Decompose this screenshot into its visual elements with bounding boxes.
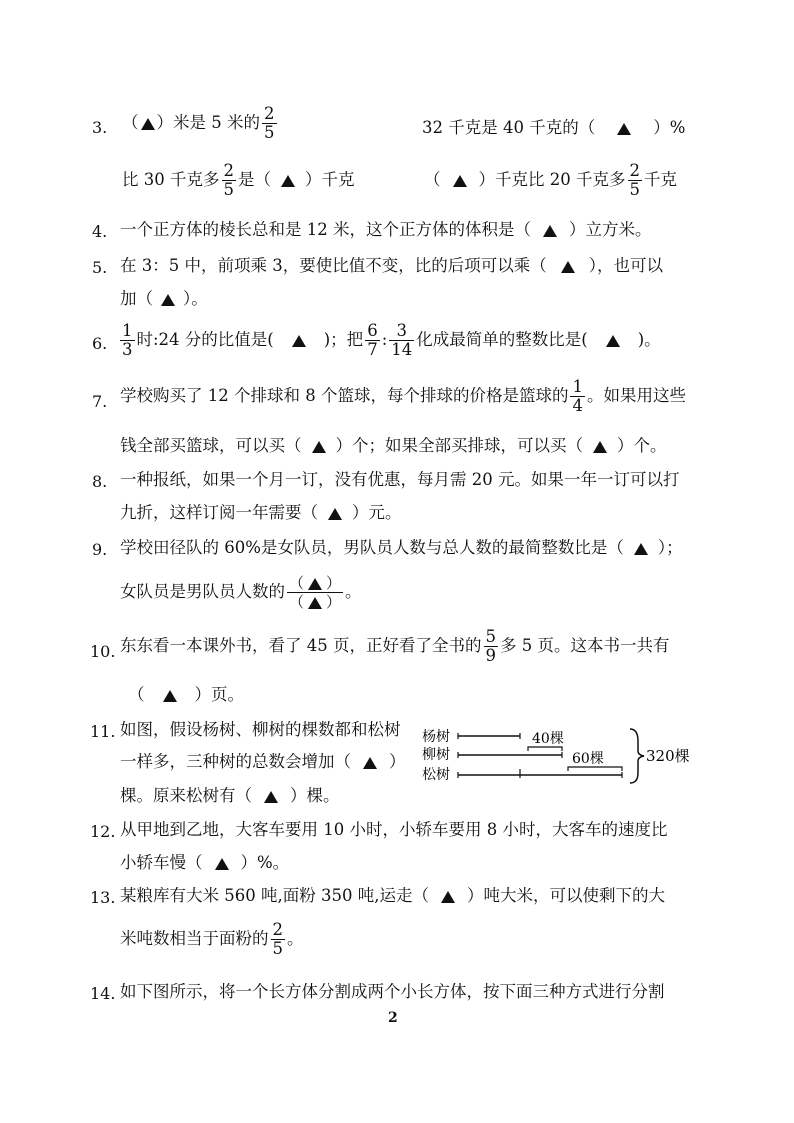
text: ） (326, 574, 342, 592)
text: ）棵。 (290, 786, 340, 805)
text: )；把 (323, 330, 364, 349)
tree-count-diagram (422, 725, 722, 787)
text: （ (128, 685, 145, 704)
fraction (570, 378, 585, 415)
q14-line-1: 如下图所示，将一个长方体分割成两个小长方体，按下面三种方式进行分割 (120, 982, 665, 1001)
denominator: 4 (572, 396, 583, 415)
text: 32 千克是 40 千克的（ (422, 118, 596, 137)
fraction (262, 105, 277, 142)
text: ），也可以 (588, 256, 663, 275)
label-40: 40棵 (532, 731, 564, 747)
text: ） (389, 752, 406, 771)
blank-triangle-icon (453, 175, 467, 187)
numerator: 2 (272, 920, 283, 939)
numerator (287, 574, 343, 593)
blank-triangle-icon (308, 597, 322, 609)
text: 女队员是男队员人数的 (120, 582, 285, 601)
blank-triangle-icon (561, 261, 575, 273)
q8-number: 8. (92, 472, 108, 491)
blank-triangle-icon (161, 294, 175, 306)
text: （ (289, 574, 305, 592)
text: ） (326, 593, 342, 611)
q11-line-3 (120, 786, 340, 806)
label-total: 320棵 (646, 747, 690, 765)
q9-number: 9. (92, 540, 108, 559)
text: 九折，这样订阅一年需要（ (120, 503, 318, 522)
blank-triangle-icon (363, 757, 377, 769)
blank-triangle-icon (634, 543, 648, 555)
text: ）元。 (352, 503, 402, 522)
numerator: 5 (485, 627, 496, 646)
blank-triangle-icon (441, 891, 455, 903)
q12-line-1: 从甲地到乙地，大客车要用 10 小时，小轿车要用 8 小时，大客车的速度比 (120, 820, 668, 839)
label-willow: 柳树 (422, 747, 450, 763)
blank-triangle-icon (593, 441, 607, 453)
text: 多 5 页。这本书一共有 (500, 636, 670, 655)
q11-line-2 (120, 752, 406, 772)
q12-line-2 (120, 853, 289, 873)
q8-line-2 (120, 503, 402, 523)
q11-number: 11. (90, 722, 116, 741)
q3-part-d (424, 162, 677, 199)
numerator: 3 (389, 322, 414, 341)
total-brace (630, 729, 644, 783)
text: 某粮库有大米 560 吨,面粉 350 吨,运走（ (120, 886, 429, 905)
text: （ (424, 170, 441, 189)
denominator: 14 (391, 340, 413, 359)
q13-line-2 (120, 921, 304, 958)
blank-triangle-icon (308, 578, 322, 590)
denominator: 9 (485, 646, 496, 665)
fraction (484, 628, 499, 665)
numerator: 6 (367, 321, 378, 340)
q3-part-b (422, 118, 685, 138)
denominator: 5 (272, 939, 283, 958)
text: （ (122, 113, 139, 132)
blank-triangle-icon (264, 791, 278, 803)
text: 米吨数相当于面粉的 (120, 929, 269, 948)
brace-60 (568, 767, 622, 771)
text: 在 3：5 中，前项乘 3，要使比值不变，比的后项可以乘（ (120, 256, 547, 275)
denominator (287, 593, 343, 611)
text: 棵。原来松树有（ (120, 786, 252, 805)
text: 。 (287, 929, 304, 948)
text: 一样多，三种树的总数会增加（ (120, 752, 351, 771)
text: ）米是 5 米的 (156, 113, 260, 132)
q10-line-2 (128, 685, 244, 705)
blank-triangle-icon (606, 335, 620, 347)
numerator: 2 (629, 161, 640, 180)
q3-part-a (122, 105, 279, 142)
fraction (222, 162, 237, 199)
fraction (628, 162, 643, 199)
denominator: 5 (264, 123, 275, 142)
text: ）吨大米，可以使剩下的大 (466, 886, 665, 905)
denominator: 5 (223, 180, 234, 199)
blank-triangle-icon (328, 508, 342, 520)
text: : (381, 330, 388, 349)
text: 千克 (644, 170, 677, 189)
q5-line-1 (120, 256, 663, 276)
blank-triangle-icon (543, 225, 557, 237)
blank-triangle-icon (312, 441, 326, 453)
q10-line-1 (120, 628, 670, 665)
q13-line-1 (120, 886, 665, 906)
q9-line-1 (120, 538, 683, 558)
text: ）个；如果全部买排球，可以买（ (335, 436, 583, 455)
text: )。 (637, 330, 661, 349)
fraction (287, 574, 343, 611)
q7-line-2 (120, 436, 667, 456)
fraction (389, 322, 414, 359)
denominator: 7 (367, 340, 378, 359)
q7-line-1 (120, 378, 686, 415)
blank-triangle-icon (617, 123, 631, 135)
text: 比 30 千克多 (122, 170, 220, 189)
numerator: 1 (572, 377, 583, 396)
q13-number: 13. (90, 888, 116, 907)
blank-triangle-icon (281, 175, 295, 187)
q10-number: 10. (90, 642, 116, 661)
text: （ (289, 593, 305, 611)
label-pine: 松树 (422, 767, 450, 783)
text: 一个正方体的棱长总和是 12 米，这个正方体的体积是（ (120, 220, 531, 239)
denominator: 5 (629, 180, 640, 199)
q5-number: 5. (92, 258, 108, 277)
text: 加（ (120, 289, 153, 308)
q9-line-2 (120, 574, 362, 611)
label-poplar: 杨树 (422, 729, 450, 745)
q6-number: 6. (92, 334, 108, 353)
numerator: 2 (223, 161, 234, 180)
blank-triangle-icon (292, 335, 306, 347)
q14-number: 14. (90, 984, 116, 1003)
q11-line-1: 如图，假设杨树、柳树的棵数都和松树 (120, 720, 401, 739)
text: 钱全部买篮球，可以买（ (120, 436, 302, 455)
brace-40 (528, 747, 562, 751)
q4-line (120, 220, 652, 240)
text: 化成最简单的整数比是( (416, 330, 588, 349)
text: ）%。 (240, 853, 290, 872)
fraction (271, 921, 286, 958)
blank-triangle-icon (163, 690, 177, 702)
q4-number: 4. (92, 222, 108, 241)
text: ）页。 (194, 685, 244, 704)
q5-line-2 (120, 289, 208, 309)
text: 学校田径队的 60%是女队员，男队员人数与总人数的最简整数比是（ (120, 538, 624, 557)
text: 学校购买了 12 个排球和 8 个篮球，每个排球的价格是篮球的 (120, 386, 569, 405)
blank-triangle-icon (215, 858, 229, 870)
text: ）个。 (617, 436, 667, 455)
fraction (365, 322, 380, 359)
q12-number: 12. (90, 822, 116, 841)
text: 。如果用这些 (586, 386, 686, 405)
q3-part-c (122, 162, 355, 199)
numerator: 1 (122, 321, 133, 340)
q3-number: 3. (92, 118, 108, 137)
q6-line (118, 322, 661, 359)
q8-line-1: 一种报纸，如果一个月一订，没有优惠，每月需 20 元。如果一年一订可以打 (120, 470, 680, 489)
text: ）立方米。 (569, 220, 652, 239)
text: ）； (657, 538, 683, 557)
page-number: 2 (388, 1010, 398, 1026)
text: ）千克 (305, 170, 355, 189)
text: 是（ (238, 170, 271, 189)
text: 。 (345, 582, 362, 601)
fraction (120, 322, 135, 359)
numerator: 2 (264, 104, 275, 123)
text: 小轿车慢（ (120, 853, 203, 872)
text: 东东看一本课外书，看了 45 页，正好看了全书的 (120, 636, 482, 655)
blank-triangle-icon (141, 118, 155, 130)
text: ）。 (183, 289, 208, 308)
denominator: 3 (122, 340, 133, 359)
text: ）% (653, 118, 686, 137)
q7-number: 7. (92, 392, 108, 411)
label-60: 60棵 (572, 751, 604, 767)
text: 时:24 分的比值是( (136, 330, 274, 349)
text: ）千克比 20 千克多 (478, 170, 626, 189)
